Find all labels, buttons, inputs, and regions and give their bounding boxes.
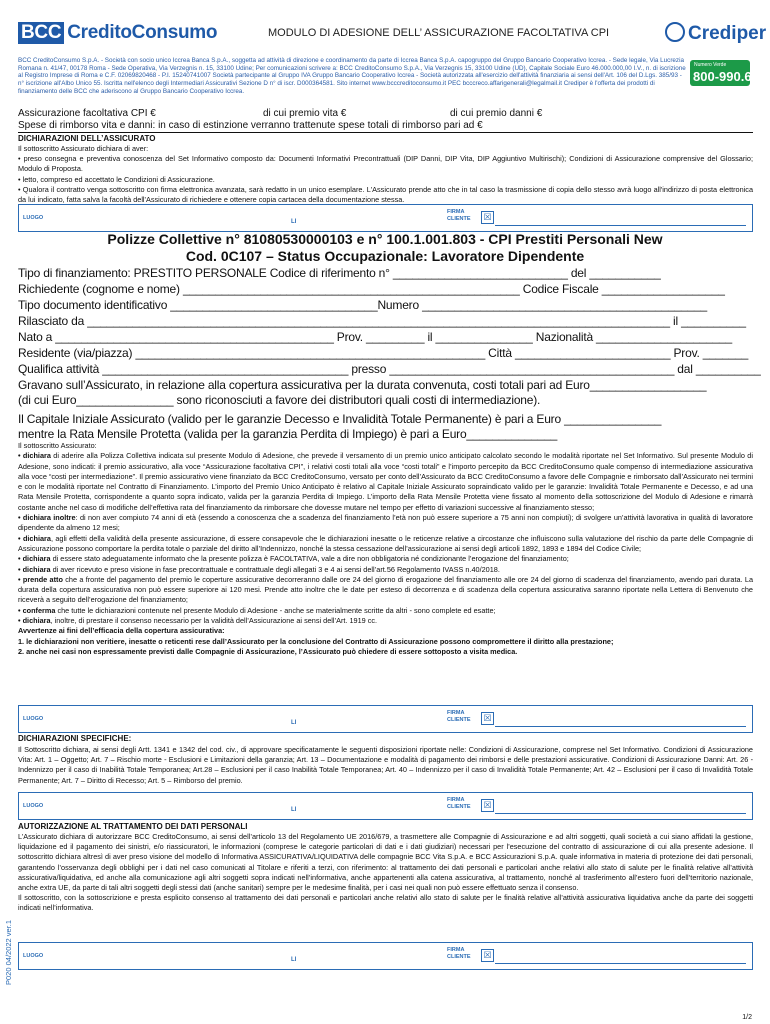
- assicurato-intro: Il sottoscritto Assicurato:: [18, 441, 97, 450]
- polizze-title: [0, 231, 770, 265]
- costi-intermediazione-text: (di cui Euro_______________ sono riconosciuti a favore dei distributori quali costi di intermediazione).: [18, 393, 541, 407]
- assicurato-b1: [18, 451, 753, 513]
- b6-text: che a fronte del pagamento del premio le coperture assicurative decorreranno dalle ore 24 del giorno di erogazione del finanziamento alle ore 24 del giorno di scadenza del finanziamento, avendo pari durata. La durata della copertura assicurativa non può essere superiore ai 120 mesi. Prende atto inoltre che le date per esteso di decorrenza e di scadenza della copertura assicurativa saranno riportate nella Lettera di Benvenuto che riceverà a seguito dell’erogazione del finanziamento;: [18, 574, 754, 605]
- b1-text: di aderire alla Polizza Collettiva indicata sul presente Modulo di Adesione, che prevede il versamento di un premio unico anticipato calcolato secondo le modalità riportate nel Set Informativo. Sul presente Modulo di Adesione, sono indicati: il premio assicurativo, alla voce “Assicurazione facoltativa CPI”, i relativi costi totali alla voce “costi totali” e l’importo percepito da BCC CreditoConsumo quale compenso di intermediazione assicurativa alla voce “costi per intermediazione”. Il premio assicurativo viene finanziato da BCC CreditoConsumo, versato per conto dell’Assicurato da BCC CreditoConsumo a favore delle Compagnie e rimborsato dall’Assicurato nei termini e con le modalità riportate nel Contratto di Finanziamento. L’importo del Premio Unico Anticipato è relativo al Capitale Iniziale Assicurato sopraindicato valido per le garanzie: Invalidità Totale Permanente e Decesso, e ad una Rata Mensile Protetta, corrispondente a quanto sopra indicato, valida per la garanzia Perdita di Impiego. L’importo della Rata Mensile Protetta viene fissato al momento della sottoscrizione del Modulo di Adesione e rimarrà costante anche nel caso di modifiche dell’effettiva rata del finanziamento da rimborsare che dovesse mutare nel tempo per effetto di variazioni successive al finanziamento stesso;: [18, 451, 753, 512]
- polizze-line-1: Polizze Collettive n° 81080530000103 e n° 100.1.001.803 - CPI Prestiti Personali New: [107, 231, 663, 247]
- dichiarazioni-p2: • letto, compreso ed accettato le Condizioni di Assicurazione.: [18, 174, 215, 184]
- qualifica-field[interactable]: Qualifica attività ______________________________________ presso ____________________________________________ dal __________: [18, 362, 761, 376]
- rata-protetta-text: mentre la Rata Mensile Protetta (valida per la garanzia Perdita di Impiego) è pari a Euro______________: [18, 427, 558, 441]
- privacy-body: [18, 832, 753, 914]
- b3-head: • dichiara: [18, 533, 51, 543]
- documento-field[interactable]: Tipo documento identificativo ________________________________Numero ____________________________________________: [18, 298, 707, 312]
- tipo-finanziamento-field[interactable]: Tipo di finanziamento: PRESTITO PERSONALE Codice di riferimento n° ___________________________ del ___________: [18, 266, 661, 280]
- legal-info: BCC CreditoConsumo S.p.A. - Società con socio unico Iccrea Banca S.p.A., soggetta ad attività di direzione e coordinamento da parte di Iccrea Banca S.p.A. capogruppo del Gruppo Bancario Cooperativo Iccrea. - Sede legale, Via Lucrezia Romana n. 41/47, 00178 Roma - Sede Operativa, Via Verzegnis n. 15, 33100 Udine; Per comunicazioni scrivere a: BCC CreditoConsumo S.p.A., Via Verzegnis 15, 33100 Udine (UD), Capitale Sociale Euro 46.000.000,00 I.V., n. di iscrizione al Registro Imprese di Roma e C.F. 02069820468 - P.I. 15240741007 Società partecipante al Gruppo IVA Gruppo Bancario Cooperativo Iccrea - Società autorizzata all'esercizio dell'attività finanziaria ai sensi dell'Art. 106 del D.Lgs. 385/93 - n° iscrizione all'Albo Unico 55. Iscritta nell'elenco degli Intermediari Assicurativi Sezione D n° di iscr. D000364581. Sito internet www.bcccreditoconsumo.it PEC bcccreco.affarigenerali@legalmail.it Crediper è l'offerta dei prodotti di finanziamento delle BCC che aderiscono al Gruppo Bancario Cooperativo Iccrea.: [18, 57, 686, 95]
- avvertenze-title: Avvertenze ai fini dell’efficacia della copertura assicurativa:: [18, 626, 225, 636]
- assicurato-b2: [18, 513, 753, 534]
- b7-head: • conferma: [18, 605, 56, 615]
- b4-head: • dichiara: [18, 554, 51, 564]
- b5-text: di aver ricevuto e preso visione in fase precontrattuale e contrattuale degli allegati 3 e 4 ai sensi dell’art.56 Regolamento IVASS n.40/2018.: [50, 564, 500, 574]
- signature-line[interactable]: [495, 963, 746, 964]
- firma-label: FIRMA: [447, 947, 465, 953]
- assicurato-b7: [18, 606, 753, 616]
- firma-label: FIRMA: [447, 209, 465, 215]
- premio-danni-label: di cui premio danni €: [450, 108, 543, 119]
- document-version: P020 04/2022 ver.1: [4, 919, 13, 985]
- assicurato-b6: [18, 575, 753, 606]
- avvertenze-2: 2. anche nei casi non espressamente previsti dalle Compagnie di Assicurazione, l’Assicurato può chiedere di essere sottoposto a visita medica.: [18, 646, 518, 656]
- premio-cpi-label: Assicurazione facoltativa CPI €: [18, 108, 156, 119]
- li-label: LI: [291, 720, 297, 726]
- b2-text: : di non aver compiuto 74 anni di età (essendo a conoscenza che a scadenza del finanziamento l’età non può essere superiore a 75 anni non compiuti); di svolgere un’attività lavorativa in qualità di lavoratore dipendente da almeno 12 mesi;: [18, 513, 753, 533]
- polizze-line-2: Cod. 0C107 – Status Occupazionale: Lavoratore Dipendente: [185, 248, 585, 264]
- signature-line[interactable]: [495, 726, 746, 727]
- luogo-label: LUOGO: [23, 953, 44, 959]
- b7-text: che tutte le dichiarazioni contenute nel presente Modulo di Adesione - anche se materialmente scritte da altri - sono complete ed esatte;: [55, 605, 496, 615]
- specifiche-text: Il Sottoscritto dichiara, ai sensi degli Artt. 1341 e 1342 del cod. civ., di approvare specificatamente le seguenti disposizioni riportate nelle: Condizioni di Assicurazione, comprese nel Set Informativo. Condizioni di Assicurazione Vita: Art. 1 – Oggetto; Art. 7 – Rischio morte - Esclusioni e Limitazioni della garanzia; Art. 13 – Documentazione e modalità di pagamento dei rimborsi e delle prestazioni assicurative. Condizioni di Assicurazione Danni: Art. 26 - Indennizzo per il caso di Inabilità Totale Temporanea; Art.28 – Esclusioni per il caso Inabilità Totale Temporanea; Art. 40 – Indennizzo per il caso di Invalidità Totale Permanente; Art. 42 – Esclusioni per il caso di Invalidità Totale Permanente; Art. 7 – Diritto di Recesso; Art. 5 – Rimborso del premio.: [18, 745, 753, 785]
- assicurato-b5: [18, 565, 753, 575]
- page-title: MODULO DI ADESIONE DELL’ ASSICURAZIONE FACOLTATIVA CPI: [268, 27, 610, 39]
- firma-cliente-label: [447, 947, 471, 960]
- costi-totali-text: Gravano sull’Assicurato, in relazione alla copertura assicurativa per la durata convenuta, costi totali pari ad Euro__________________: [18, 378, 707, 392]
- dichiarazioni-intro: Il sottoscritto Assicurato dichiara di aver:: [18, 144, 149, 153]
- signature-box-1: [18, 204, 753, 232]
- b1-head: • dichiara: [18, 451, 51, 461]
- richiedente-field[interactable]: Richiedente (cognome e nome) ____________________________________________________ Codice Fiscale ___________________: [18, 282, 725, 296]
- b5-head: • dichiara: [18, 564, 51, 574]
- dichiarazioni-body: [18, 144, 753, 205]
- signature-checkbox-icon[interactable]: ☒: [481, 799, 494, 812]
- signature-box-3: [18, 792, 753, 820]
- cliente-label: CLIENTE: [447, 215, 471, 222]
- premio-vita-label: di cui premio vita €: [263, 108, 347, 119]
- b2-head: • dichiara inoltre: [18, 513, 76, 523]
- signature-checkbox-icon[interactable]: ☒: [481, 211, 494, 224]
- cliente-label: CLIENTE: [447, 716, 471, 723]
- signature-box-2: [18, 705, 753, 733]
- crediper-logo-text: Crediper: [688, 23, 767, 44]
- crediper-logo: [665, 22, 766, 45]
- luogo-label: LUOGO: [23, 803, 44, 809]
- logo-box-text: BCC: [18, 22, 64, 44]
- numero-verde-label: Numero Verde: [694, 62, 727, 68]
- firma-label: FIRMA: [447, 797, 465, 803]
- assicurato-b4: [18, 554, 753, 564]
- divider: [18, 132, 753, 133]
- signature-line[interactable]: [495, 813, 746, 814]
- dichiarazioni-p1: • preso consegna e preventiva conoscenza del Set Informativo composto da: Documenti Informativi Precontrattuali (DIP Danni, DIP Vita, DIP Aggiuntivo Multirischi); Condizioni di Assicurazione comprensive del Glossario; Modulo di Proposta.: [18, 154, 753, 174]
- rilasciato-field[interactable]: Rilasciato da __________________________________________________________________________________________ il __________: [18, 314, 746, 328]
- page-number: 1/2: [742, 1014, 752, 1021]
- signature-checkbox-icon[interactable]: ☒: [481, 712, 494, 725]
- firma-cliente-label: [447, 209, 471, 222]
- b8-head: • dichiara: [18, 616, 51, 626]
- firma-label: FIRMA: [447, 710, 465, 716]
- specifiche-title: DICHIARAZIONI SPECIFICHE:: [18, 734, 132, 743]
- cliente-label: CLIENTE: [447, 953, 471, 960]
- logo-text: CreditoConsumo: [67, 22, 218, 43]
- premio-line-1: [18, 108, 543, 119]
- signature-line[interactable]: [495, 225, 746, 226]
- li-label: LI: [291, 807, 297, 813]
- bcc-creditoconsumo-logo: [18, 22, 217, 44]
- residente-field[interactable]: Residente (via/piazza) ______________________________________________________ Città ________________________ Prov. _______: [18, 346, 749, 360]
- numero-verde-number: 800-990.620: [693, 69, 767, 84]
- firma-cliente-label: [447, 797, 471, 810]
- li-label: LI: [291, 957, 297, 963]
- cliente-label: CLIENTE: [447, 803, 471, 810]
- privacy-text-2: Il sottoscritto, con la sottoscrizione e presta esplicito consenso al trattamento dei dati personali e particolari anche relativi allo stato di salute per le finalità relative all’attività assicurativa liquidativa anche da parte dei soggetti indicati nell’informativa.: [18, 893, 753, 913]
- privacy-text: L’Assicurato dichiara di autorizzare BCC CreditoConsumo, ai sensi dell’articolo 13 del Regolamento UE 2016/679, a trasmettere alle Compagnie di Assicurazione e ad altri soggetti, quali società a cui siano affidati la gestione, liquidazione ed il pagamento dei sinistri, e/o riassicuratori, le informazioni (comprese le categorie particolari di dati e i dati giudiziari) necessari per l’esecuzione del contratto di assicurazione di cui alla presente adesione. Il sottoscritto dichiara altresì di aver preso visione del modello di Informativa ASSICURATIVA/LIQUIDATIVA delle compagnie BCC Vita S.p.A. e BCC Assicurazioni S.p.A. quale informativa in materia di protezione dei dati personali, garantendo l’osservanza degli obblighi per i dati nel caso comunicati al Titolare e riferiti a terzi, con riferimento: al trattamento dei dati personali e particolari anche relativi allo stato di salute per le finalità relative all’attività assicurativa/liquidativa, ed anche alla comunicazione agli altri soggetti sopra indicati nell’informativa, anche appartenenti alla catena assicurativa, al trattamento, nonché al trasferimento all’estero fuori dell’territorio nazionale, anche extra UE, da parte di tali altri soggetti degli stessi dati (anche sanitari) sempre per le medesime finalità, per i casi nei quali non può essere effettuato senza il consenso.: [18, 832, 753, 893]
- luogo-label: LUOGO: [23, 716, 44, 722]
- dichiarazioni-title: DICHIARAZIONI DELL’ASSICURATO: [18, 134, 156, 143]
- spese-rimborso-line: Spese di rimborso vita e danni: in caso di estinzione verranno trattenute spese totali di rimborso pari ad €: [18, 120, 483, 131]
- firma-cliente-label: [447, 710, 471, 723]
- b3-text: , agli effetti della validità della presente assicurazione, di essere consapevole che le dichiarazioni inesatte o le reticenze relative a circostanze che influiscono sulla valutazione del rischio da parte delle Compagnie di Assicurazione possono comportare la perdita totale o parziale del diritto all’Indennizzo, nonché la stessa cessazione dell’assicurazione ai sensi degli articoli 1892, 1893 e 1894 del Codice Civile;: [18, 533, 753, 553]
- assicurato-b8: [18, 616, 753, 626]
- numero-verde-badge: [690, 60, 767, 86]
- li-label: LI: [291, 219, 297, 225]
- signature-checkbox-icon[interactable]: ☒: [481, 949, 494, 962]
- crediper-circle-icon: [665, 22, 685, 42]
- b8-text: , inoltre, di prestare il consenso necessario per la validità dell’Assicurazione ai sensi dell’Art. 1919 cc.: [50, 616, 378, 626]
- assicurato-section: [18, 441, 753, 657]
- avvertenze-1: 1. le dichiarazioni non veritiere, inesatte o reticenti rese dall’Assicurato per la conclusione del Contratto di Assicurazione possono compromettere il diritto alla prestazione;: [18, 636, 614, 646]
- assicurato-b3: [18, 534, 753, 555]
- nato-field[interactable]: Nato a ___________________________________________ Prov. _________ il _______________ Nazionalità _____________________: [18, 330, 733, 344]
- luogo-label: LUOGO: [23, 215, 44, 221]
- b6-head: • prende atto: [18, 574, 63, 584]
- b4-text: di essere stato adeguatamente informato che la presente polizza è FACOLTATIVA, vale a dire non obbligatoria né condizionante l’erogazione del finanziamento;: [50, 554, 569, 564]
- capitale-assicurato-text: Il Capitale Iniziale Assicurato (valido per le garanzie Decesso e Invalidità Totale Permanente) è pari a Euro _______________: [18, 412, 662, 426]
- dichiarazioni-p3: • Qualora il contratto venga sottoscritto con firma elettronica avanzata, sarà redatto in un unico esemplare. L'Assicurato prende atto che in tal caso la trasmissione di copia dello stesso avrà luogo all'indirizzo di posta elettronica da lui indicato, fatta salva la facoltà dell'Assicurato di richiedere e ottenere copia cartacea della documentazione stessa.: [18, 184, 753, 205]
- signature-box-4: [18, 942, 753, 970]
- privacy-title: AUTORIZZAZIONE AL TRATTAMENTO DEI DATI PERSONALI: [18, 822, 248, 831]
